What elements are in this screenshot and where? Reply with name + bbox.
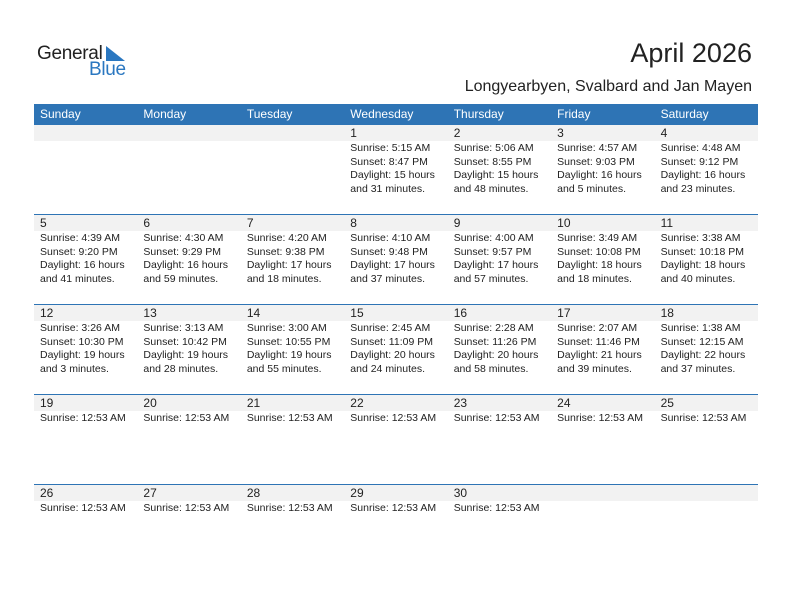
day-cell [448, 501, 551, 574]
day-details-row [34, 321, 758, 394]
day-cell [34, 231, 137, 304]
day-number-row [34, 395, 758, 411]
day-sunrise: Sunrise: 12:53 AM [246, 412, 333, 424]
day-sunrise: Sunrise: 3:26 AM [40, 322, 120, 334]
day-number: 10 [557, 216, 571, 230]
page-title: April 2026 [630, 38, 752, 68]
weekday-monday: Monday [143, 107, 187, 121]
day-sunset: Sunset: 9:57 PM [453, 245, 532, 258]
day-number: 4 [660, 126, 668, 140]
day-daylight2: and 37 minutes. [350, 272, 425, 285]
day-sunset: Sunset: 9:48 PM [350, 245, 428, 258]
day-number: 12 [40, 306, 54, 320]
day-details-row [34, 141, 758, 214]
day-sunrise: Sunrise: 12:53 AM [557, 412, 643, 424]
day-daylight1: Daylight: 21 hours [557, 349, 642, 361]
day-sunset: Sunset: 11:46 PM [557, 335, 640, 348]
calendar [34, 104, 758, 574]
day-cell [137, 231, 240, 304]
day-daylight1: Daylight: 15 hours [453, 169, 539, 181]
day-cell [655, 141, 758, 214]
day-daylight2: and 31 minutes. [350, 182, 425, 195]
day-details-row [34, 501, 758, 574]
weekday-header [34, 104, 758, 125]
day-number: 6 [143, 216, 151, 230]
day-daylight2: and 18 minutes. [246, 272, 322, 285]
day-number: 28 [246, 486, 261, 500]
day-daylight2: and 28 minutes. [143, 362, 219, 375]
day-sunrise: Sunrise: 12:53 AM [143, 412, 230, 424]
day-sunrise: Sunrise: 4:20 AM [246, 232, 327, 244]
day-number: 23 [453, 396, 468, 410]
day-sunrise: Sunrise: 3:49 AM [557, 232, 638, 244]
day-sunrise: Sunrise: 5:15 AM [350, 142, 431, 154]
day-number-row [34, 305, 758, 321]
day-daylight1: Daylight: 16 hours [557, 169, 642, 181]
day-daylight2: and 55 minutes. [246, 362, 322, 375]
day-sunset: Sunset: 11:09 PM [350, 335, 433, 348]
day-cell [448, 231, 551, 304]
day-sunrise: Sunrise: 4:39 AM [40, 232, 120, 244]
day-cell [137, 411, 240, 484]
day-daylight1: Daylight: 19 hours [246, 349, 332, 361]
day-cell [241, 141, 344, 214]
day-cell [241, 411, 344, 484]
day-number: 3 [557, 126, 564, 140]
day-sunset: Sunset: 10:08 PM [557, 245, 641, 258]
day-number: 8 [350, 216, 357, 230]
day-number: 27 [143, 486, 157, 500]
day-details-row [34, 411, 758, 484]
week-row [34, 304, 758, 394]
day-daylight2: and 5 minutes. [557, 182, 627, 195]
logo-word-general: General [37, 43, 103, 64]
day-number: 13 [143, 306, 157, 320]
day-number-row [34, 125, 758, 141]
day-cell [344, 141, 447, 214]
day-cell [344, 321, 447, 394]
day-sunrise: Sunrise: 12:53 AM [350, 502, 437, 514]
day-cell [137, 501, 240, 574]
day-daylight2: and 37 minutes. [660, 362, 736, 375]
day-daylight2: and 40 minutes. [660, 272, 736, 285]
day-daylight1: Daylight: 17 hours [350, 259, 435, 271]
day-daylight1: Daylight: 16 hours [660, 169, 746, 181]
generalblue-logo [37, 43, 137, 83]
day-daylight1: Daylight: 16 hours [40, 259, 125, 271]
day-sunset: Sunset: 12:15 AM [660, 335, 744, 348]
week-row [34, 125, 758, 214]
day-daylight1: Daylight: 18 hours [660, 259, 746, 271]
day-daylight1: Daylight: 20 hours [350, 349, 435, 361]
day-number: 24 [557, 396, 571, 410]
day-sunset: Sunset: 9:12 PM [660, 155, 739, 168]
location-subtitle: Longyearbyen, Svalbard and Jan Mayen [464, 78, 752, 95]
day-cell [551, 501, 654, 574]
day-daylight1: Daylight: 20 hours [453, 349, 539, 361]
day-sunset: Sunset: 10:30 PM [40, 335, 124, 348]
day-cell [344, 231, 447, 304]
day-sunset: Sunset: 8:55 PM [453, 155, 532, 168]
day-sunset: Sunset: 9:38 PM [246, 245, 325, 258]
day-daylight2: and 23 minutes. [660, 182, 736, 195]
day-sunrise: Sunrise: 12:53 AM [40, 502, 126, 514]
day-sunrise: Sunrise: 12:53 AM [453, 502, 540, 514]
day-cell [34, 501, 137, 574]
day-number: 18 [660, 306, 674, 320]
weeks-container [34, 125, 758, 574]
day-sunrise: Sunrise: 3:00 AM [246, 322, 327, 334]
weekday-saturday: Saturday [660, 107, 709, 121]
day-number [655, 485, 758, 501]
day-sunrise: Sunrise: 12:53 AM [40, 412, 126, 424]
day-daylight2: and 3 minutes. [40, 362, 109, 375]
weekday-tuesday: Tuesday [246, 107, 293, 121]
day-daylight2: and 41 minutes. [40, 272, 115, 285]
day-sunset: Sunset: 10:42 PM [143, 335, 227, 348]
day-daylight1: Daylight: 19 hours [143, 349, 229, 361]
day-sunset: Sunset: 9:03 PM [557, 155, 635, 168]
day-sunset: Sunset: 9:20 PM [40, 245, 118, 258]
day-cell [655, 321, 758, 394]
day-sunrise: Sunrise: 12:53 AM [350, 412, 437, 424]
day-number: 5 [40, 216, 47, 230]
day-cell [241, 501, 344, 574]
day-daylight2: and 58 minutes. [453, 362, 529, 375]
day-cell [344, 501, 447, 574]
day-sunrise: Sunrise: 3:13 AM [143, 322, 224, 334]
weekday-friday: Friday [557, 107, 591, 121]
weekday-sunday: Sunday [40, 107, 81, 121]
day-sunrise: Sunrise: 12:53 AM [246, 502, 333, 514]
day-number: 7 [246, 216, 254, 230]
day-cell [344, 411, 447, 484]
day-number: 9 [453, 216, 461, 230]
day-daylight2: and 18 minutes. [557, 272, 632, 285]
day-number [34, 125, 137, 141]
day-number: 22 [350, 396, 364, 410]
day-number: 21 [246, 396, 261, 410]
day-daylight1: Daylight: 19 hours [40, 349, 125, 361]
day-cell [551, 231, 654, 304]
day-daylight1: Daylight: 17 hours [453, 259, 539, 271]
day-sunset: Sunset: 10:18 PM [660, 245, 745, 258]
day-daylight1: Daylight: 17 hours [246, 259, 332, 271]
day-sunrise: Sunrise: 4:10 AM [350, 232, 431, 244]
day-number-row [34, 215, 758, 231]
day-daylight1: Daylight: 16 hours [143, 259, 229, 271]
day-daylight1: Daylight: 15 hours [350, 169, 435, 181]
day-daylight1: Daylight: 22 hours [660, 349, 746, 361]
day-cell [241, 231, 344, 304]
day-sunrise: Sunrise: 2:45 AM [350, 322, 431, 334]
day-sunrise: Sunrise: 12:53 AM [143, 502, 230, 514]
day-number: 16 [453, 306, 468, 320]
day-number: 11 [660, 216, 674, 230]
week-row [34, 214, 758, 304]
day-sunset: Sunset: 11:26 PM [453, 335, 537, 348]
day-cell [34, 411, 137, 484]
logo-word-blue: Blue [89, 59, 126, 80]
day-sunrise: Sunrise: 2:28 AM [453, 322, 534, 334]
day-number-row [34, 485, 758, 501]
day-cell [137, 141, 240, 214]
day-daylight2: and 48 minutes. [453, 182, 529, 195]
day-number: 30 [453, 486, 468, 500]
day-sunrise: Sunrise: 12:53 AM [453, 412, 540, 424]
weekday-thursday: Thursday [453, 107, 504, 121]
day-daylight2: and 39 minutes. [557, 362, 632, 375]
day-cell [137, 321, 240, 394]
day-number [241, 125, 344, 141]
day-number: 1 [350, 126, 357, 140]
day-sunset: Sunset: 10:55 PM [246, 335, 331, 348]
day-number: 25 [660, 396, 674, 410]
day-number: 26 [40, 486, 54, 500]
day-sunrise: Sunrise: 2:07 AM [557, 322, 638, 334]
day-cell [241, 321, 344, 394]
day-sunrise: Sunrise: 4:30 AM [143, 232, 224, 244]
day-details-row [34, 231, 758, 304]
day-sunset: Sunset: 8:47 PM [350, 155, 428, 168]
day-sunrise: Sunrise: 4:57 AM [557, 142, 638, 154]
day-daylight2: and 59 minutes. [143, 272, 219, 285]
day-sunrise: Sunrise: 12:53 AM [660, 412, 747, 424]
day-sunrise: Sunrise: 3:38 AM [660, 232, 741, 244]
day-cell [34, 141, 137, 214]
day-number: 17 [557, 306, 571, 320]
day-sunset: Sunset: 9:29 PM [143, 245, 222, 258]
day-cell [655, 411, 758, 484]
day-cell [448, 411, 551, 484]
day-sunrise: Sunrise: 1:38 AM [660, 322, 741, 334]
day-number: 15 [350, 306, 364, 320]
day-cell [655, 501, 758, 574]
day-cell [655, 231, 758, 304]
day-sunrise: Sunrise: 4:00 AM [453, 232, 534, 244]
day-number: 20 [143, 396, 157, 410]
day-cell [551, 141, 654, 214]
day-cell [448, 321, 551, 394]
week-row [34, 484, 758, 574]
day-sunrise: Sunrise: 4:48 AM [660, 142, 741, 154]
day-number: 19 [40, 396, 54, 410]
day-daylight2: and 24 minutes. [350, 362, 425, 375]
day-number: 14 [246, 306, 261, 320]
day-cell [551, 321, 654, 394]
day-cell [551, 411, 654, 484]
day-number [137, 125, 240, 141]
day-sunrise: Sunrise: 5:06 AM [453, 142, 534, 154]
week-row [34, 394, 758, 484]
day-number: 29 [350, 486, 364, 500]
day-number: 2 [453, 126, 461, 140]
day-daylight1: Daylight: 18 hours [557, 259, 642, 271]
day-cell [34, 321, 137, 394]
day-cell [448, 141, 551, 214]
day-daylight2: and 57 minutes. [453, 272, 529, 285]
weekday-wednesday: Wednesday [350, 107, 414, 121]
day-number [551, 485, 654, 501]
